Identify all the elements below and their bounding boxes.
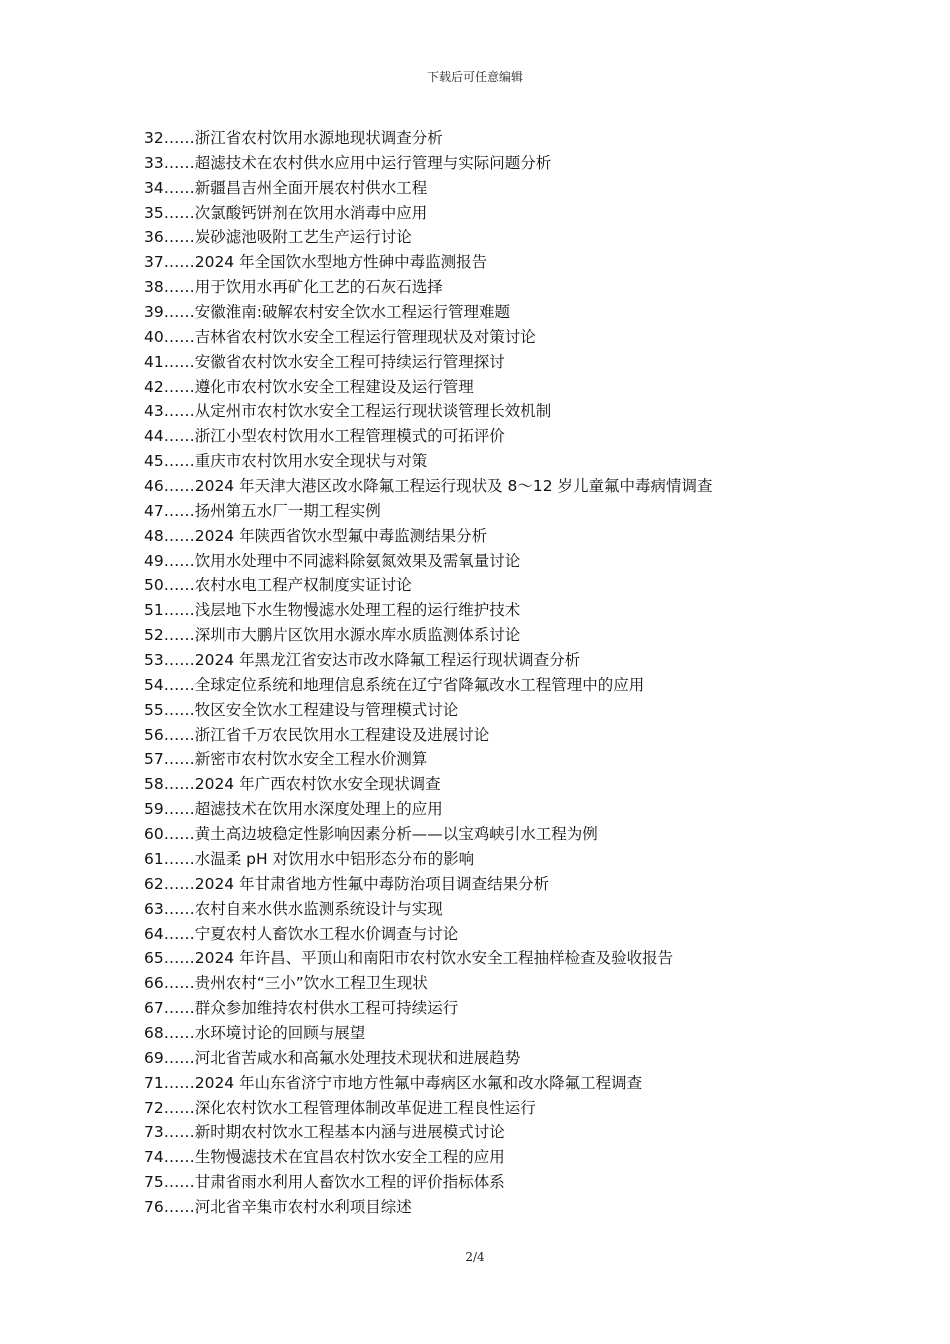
toc-entry: 61……水温柔 pH 对饮用水中铝形态分布的影响 [144,849,475,868]
toc-entry: 38……用于饮用水再矿化工艺的石灰石选择 [144,278,443,297]
toc-entry: 65……2024 年许昌、平顶山和南阳市农村饮水安全工程抽样检查及验收报告 [144,949,674,968]
toc-entry: 33……超滤技术在农村供水应用中运行管理与实际问题分析 [144,153,552,172]
toc-entry: 40……吉林省农村饮水安全工程运行管理现状及对策讨论 [144,327,536,346]
toc-entry: 36……炭砂滤池吸附工艺生产运行讨论 [144,228,412,247]
toc-entry: 62……2024 年甘肃省地方性氟中毒防治项目调查结果分析 [144,874,550,893]
toc-entry: 71……2024 年山东省济宁市地方性氟中毒病区水氟和改水降氟工程调查 [144,1073,643,1092]
toc-entry: 49……饮用水处理中不同滤料除氨氮效果及需氧量讨论 [144,551,521,570]
toc-entry: 46……2024 年天津大港区改水降氟工程运行现状及 8～12 岁儿童氟中毒病情调查 [144,477,713,496]
toc-entry: 59……超滤技术在饮用水深度处理上的应用 [144,800,443,819]
toc-entry: 64……宁夏农村人畜饮水工程水价调查与讨论 [144,924,459,943]
toc-entry: 52……深圳市大鹏片区饮用水源水库水质监测体系讨论 [144,626,521,645]
toc-entry: 34……新疆昌吉州全面开展农村供水工程 [144,178,428,197]
page-header: 下载后可任意编辑 [426,70,523,84]
toc-entry: 37……2024 年全国饮水型地方性砷中毒监测报告 [144,253,488,272]
toc-entry: 58……2024 年广西农村饮水安全现状调查 [144,775,441,794]
toc-entry: 55……牧区安全饮水工程建设与管理模式讨论 [144,700,459,719]
toc-entry: 44……浙江小型农村饮用水工程管理模式的可拓评价 [144,427,505,446]
toc-entry: 60……黄土高边坡稳定性影响因素分析——以宝鸡峡引水工程为例 [144,825,598,844]
toc-entry: 51……浅层地下水生物慢滤水处理工程的运行维护技术 [144,601,521,620]
toc-entry: 56……浙江省千万农民饮用水工程建设及进展讨论 [144,725,490,744]
toc-entry: 41……安徽省农村饮水安全工程可持续运行管理探讨 [144,352,505,371]
toc-entry: 43……从定州市农村饮水安全工程运行现状谈管理长效机制 [144,402,552,421]
toc-entry: 47……扬州第五水厂一期工程实例 [144,501,381,520]
table-of-contents [144,126,844,1220]
toc-entry: 68……水环境讨论的回顾与展望 [144,1023,366,1042]
toc-entry: 42……遵化市农村饮水安全工程建设及运行管理 [144,377,474,396]
toc-entry: 45……重庆市农村饮用水安全现状与对策 [144,452,428,471]
toc-entry: 63……农村自来水供水监测系统设计与实现 [144,899,443,918]
toc-entry: 54……全球定位系统和地理信息系统在辽宁省降氟改水工程管理中的应用 [144,675,645,694]
toc-entry: 76……河北省辛集市农村水利项目综述 [144,1197,412,1216]
toc-entry: 69……河北省苦咸水和高氟水处理技术现状和进展趋势 [144,1048,521,1067]
toc-entry: 32……浙江省农村饮用水源地现状调查分析 [144,129,443,147]
toc-entry: 67……群众参加维持农村供水工程可持续运行 [144,999,459,1018]
toc-entry: 72……深化农村饮水工程管理体制改革促进工程良性运行 [144,1098,536,1117]
toc-entry: 53……2024 年黑龙江省安达市改水降氟工程运行现状调查分析 [144,651,581,670]
toc-entry: 50……农村水电工程产权制度实证讨论 [144,576,412,595]
page-number: 2/4 [465,1250,485,1264]
toc-entry: 73……新时期农村饮水工程基本内涵与进展模式讨论 [144,1123,505,1142]
toc-entry: 39……安徽淮南:破解农村安全饮水工程运行管理难题 [144,303,510,322]
toc-entry: 66……贵州农村“三小”饮水工程卫生现状 [144,974,428,993]
toc-entry: 75……甘肃省雨水利用人畜饮水工程的评价指标体系 [144,1173,505,1192]
toc-entry: 57……新密市农村饮水安全工程水价测算 [144,750,428,769]
toc-entry: 48……2024 年陕西省饮水型氟中毒监测结果分析 [144,526,488,545]
toc-entry: 35……次氯酸钙饼剂在饮用水消毒中应用 [144,203,428,222]
toc-entry: 74……生物慢滤技术在宜昌农村饮水安全工程的应用 [144,1148,505,1167]
